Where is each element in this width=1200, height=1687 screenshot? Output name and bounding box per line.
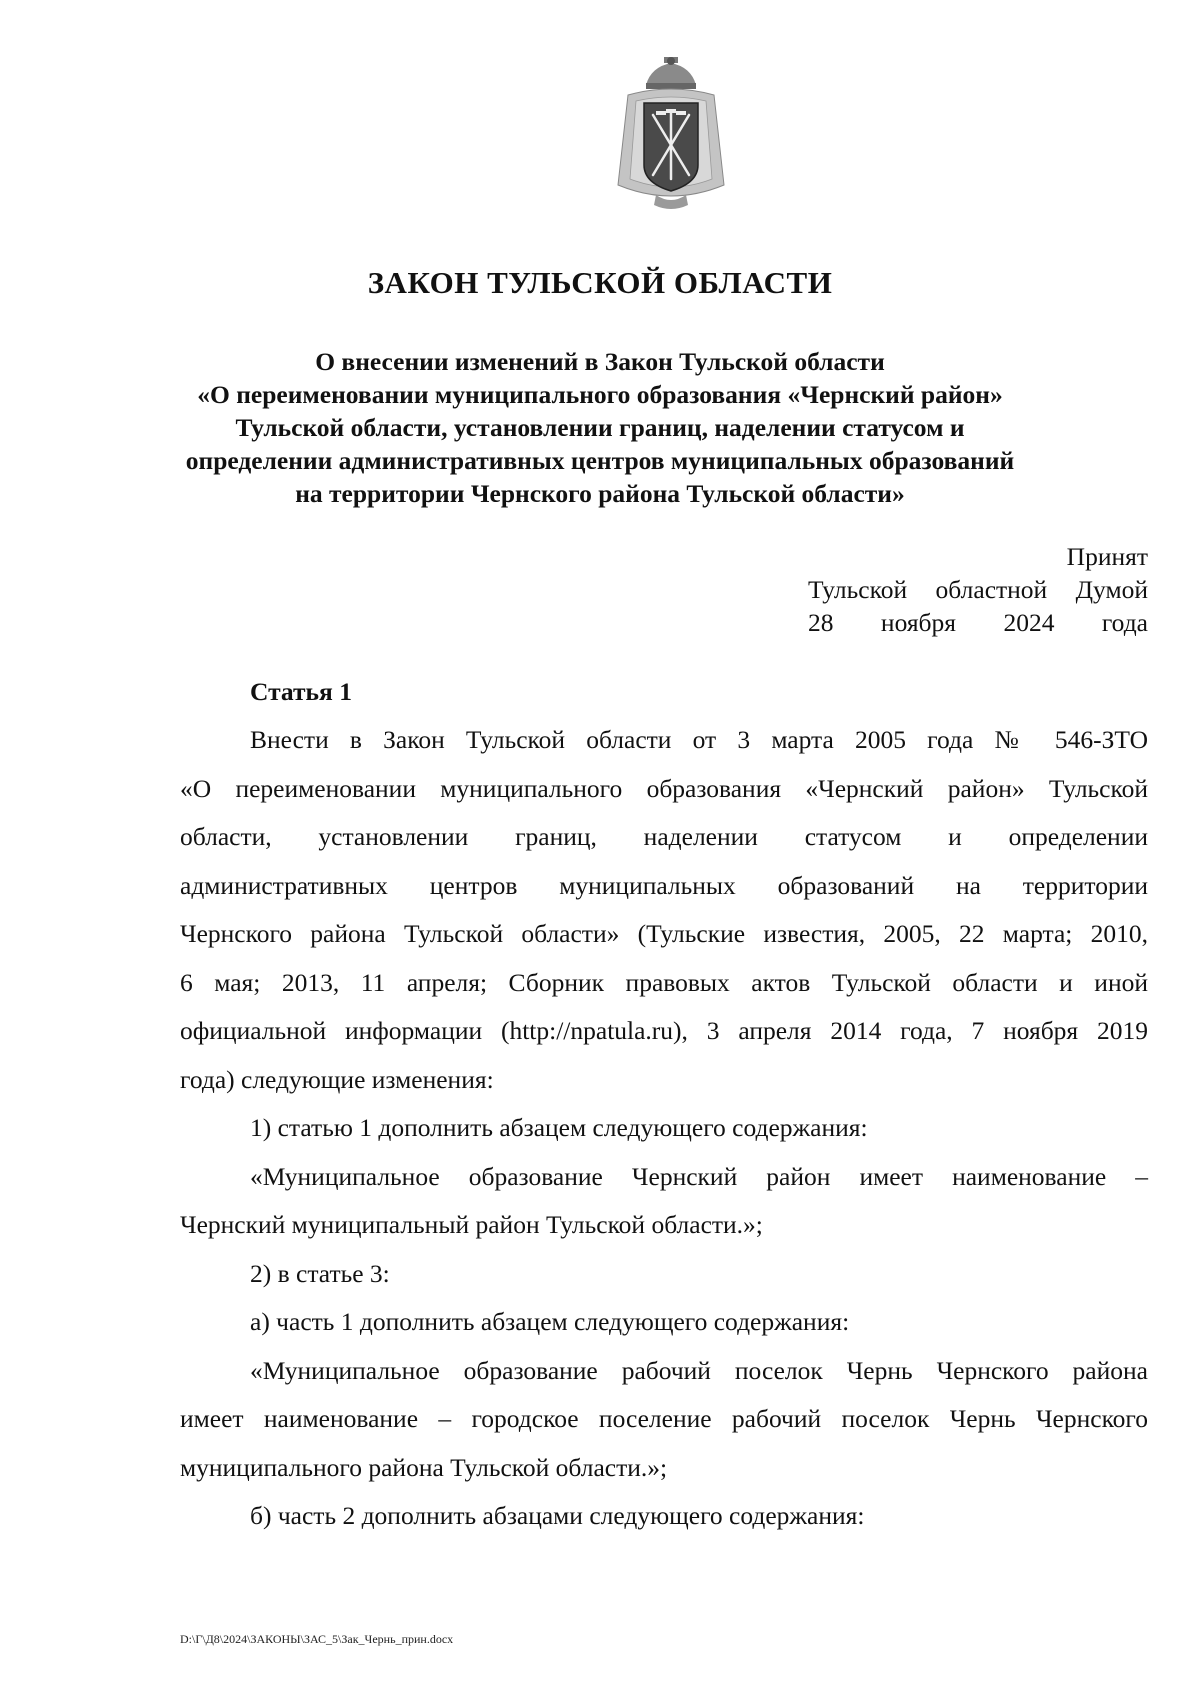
adopted-by: Тульской областной Думой <box>808 575 1148 604</box>
body-line: «Муниципальное образование рабочий поселок Чернь Чернского района <box>250 1355 1148 1385</box>
body-line: административных центров муниципальных образований на территории <box>180 870 1148 900</box>
body-line: а) часть 1 дополнить абзацем следующего содержания: <box>250 1307 850 1336</box>
adopted-label: Принят <box>1066 542 1148 571</box>
body-line: официальной информации (http://npatula.ru), 3 апреля 2014 года, 7 ноября 2019 <box>180 1016 1148 1045</box>
body-line: «О переименовании муниципального образования «Чернский район» Тульской <box>180 773 1148 803</box>
tula-coat-of-arms-icon <box>606 55 736 215</box>
subtitle-line: на территории Чернского района Тульской области» <box>295 479 905 508</box>
crown-icon <box>646 57 696 89</box>
body-line: 2) в статье 3: <box>250 1258 390 1288</box>
adoption-month: ноября <box>880 608 957 637</box>
body-line: Внести в Закон Тульской области от 3 марта 2005 года № 546-ЗТО <box>250 725 1148 754</box>
subtitle-line: О внесении изменений в Закон Тульской области <box>315 347 885 376</box>
body-line: б) часть 2 дополнить абзацами следующего содержания: <box>250 1501 865 1530</box>
body-line: области, установлении границ, наделении статусом и определении <box>180 822 1148 851</box>
adoption-day: 28 <box>808 608 834 637</box>
body-line: «Муниципальное образование Чернский район имеет наименование – <box>250 1161 1148 1191</box>
subtitle-line: «О переименовании муниципального образования «Чернский район» <box>197 380 1003 409</box>
adoption-year: 2024 <box>1003 608 1055 637</box>
adoption-year-word: года <box>1101 608 1148 637</box>
body-line: 6 мая; 2013, 11 апреля; Сборник правовых актов Тульской области и иной <box>180 967 1148 997</box>
file-path-footer: D:\Г\Д8\2024\ЗАКОНЫ\ЗАС_5\Зак_Чернь_прин.docx <box>180 1632 454 1646</box>
article-heading: Статья 1 <box>250 677 352 706</box>
body-line: года) следующие изменения: <box>180 1064 494 1094</box>
subtitle-line: Тульской области, установлении границ, наделении статусом и <box>235 413 965 442</box>
adoption-block <box>808 540 1148 639</box>
body-line: 1) статью 1 дополнить абзацем следующего содержания: <box>250 1113 868 1142</box>
document-subtitle <box>0 345 1200 510</box>
subtitle-line: определении административных центров муниципальных образований <box>185 446 1015 475</box>
article-body <box>180 716 1148 1541</box>
body-line: муниципального района Тульской области.»; <box>180 1452 668 1482</box>
body-line: Чернский муниципальный район Тульской области.»; <box>180 1210 763 1239</box>
body-line: Чернского района Тульской области» (Тульские известия, 2005, 22 марта; 2010, <box>180 919 1148 948</box>
document-title: ЗАКОН ТУЛЬСКОЙ ОБЛАСТИ <box>367 265 833 300</box>
adoption-date <box>808 606 1148 639</box>
body-line: имеет наименование – городское поселение рабочий поселок Чернь Чернского <box>180 1404 1148 1433</box>
